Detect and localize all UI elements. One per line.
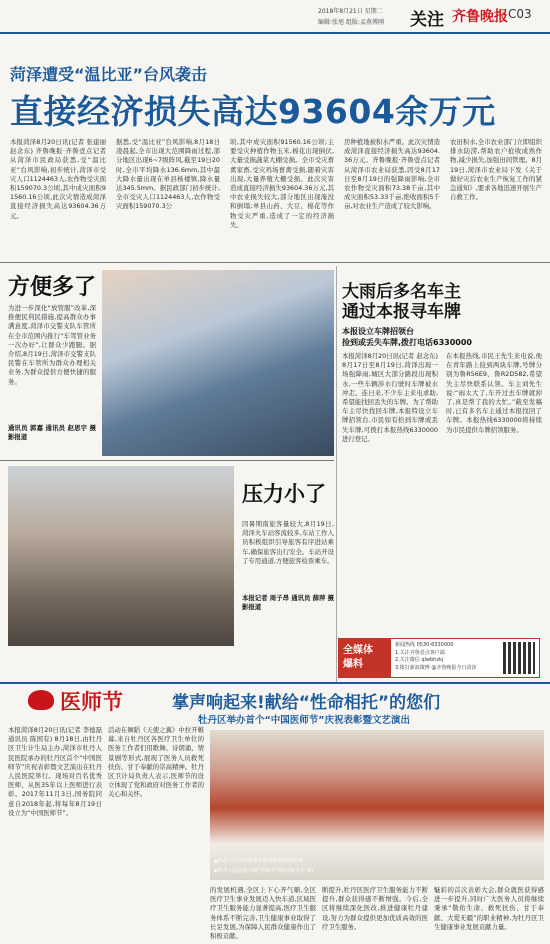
news-hotline-box — [338, 638, 540, 678]
plate-story-sub-1: 本报设立车牌招领台 — [342, 327, 414, 336]
section-title: 关注 — [410, 10, 444, 30]
railway-station-photo — [8, 466, 234, 646]
plate-story-column-1: 本报菏泽8月20日讯(记者 赵念东) 8月17日至8月19日,菏泽出现一场强降雨,城区大部分路段出现积水,一些车辆涉水行驶时车牌被水冲走。连日来,不少车主来电求助,希望能找回丢失的车牌。为了帮助车主尽快找回车牌,本报特设立车牌招领台,市民如有拾到车牌或丢失车牌,可拨打本报热线6330000进行登记。 — [342, 352, 438, 443]
doctors-day-stage-photo — [210, 730, 544, 880]
page-number: C03 — [508, 7, 532, 21]
plate-story-title-1: 大雨后多名车主 — [342, 282, 461, 302]
story-credit-convenient: 通讯员 郭嘉 通讯员 赵思宇 摄影报道 — [8, 424, 96, 442]
lead-column-2: 据悉,受“温比亚”台风影响,8月18日凌晨起,全市出现大范围降雨过程,部分地区出现6~7级阵风,截至19日20时,全市平均降水136.6mm,其中最大降水量出现在单县杨楼镇,降水量达345.5mm。据民政部门初步统计,全市受灾人口1124463人,农作物受灾面积159070.3公 — [116, 138, 220, 211]
hotline-label: 全媒体 爆料 — [339, 639, 391, 677]
divider — [0, 262, 550, 263]
lead-kicker: 菏泽遭受“温比亚”台风袭击 — [10, 65, 208, 84]
story-credit-relief: 本报记者 周子昂 通讯员 薛萍 摄影报道 — [242, 594, 334, 612]
photo-caption-1: ▲牡丹人民医院党委表彰先进和优秀医师 — [214, 858, 303, 864]
story-title-relief: 压力小了 — [242, 482, 326, 506]
doctors-day-subtitle: 牡丹区举办首个“中国医师节”庆祝表彰暨文艺演出 — [198, 715, 410, 726]
lead-column-5: 农田积水,全市农业部门立即组织排水防涝,帮助农户抢收成熟作物,减少损失,加强田间管理。8月19日,菏泽市农业局下发《关于做好灾后农业生产恢复工作的紧急通知》,要求各地迅速开展生产自救工作。 — [450, 138, 542, 202]
lead-headline: 直接经济损失高达93604余万元 — [10, 92, 496, 131]
lead-column-4: 房种植地被积水严重。此次灾情造成菏泽直接经济损失高达93604.36万元。齐鲁晚报·齐鲁壹点记者从菏泽市农业局获悉,因受8月17日至8月19日的强降雨影响,全市农作物受灾面积73.38千亩,其中成灾面积53.33千亩,绝收面积5千亩,对农业生产造成了较大影响。 — [344, 138, 440, 211]
masthead — [0, 0, 550, 34]
plate-story-title-2: 通过本报寻车牌 — [342, 302, 461, 322]
story-title-convenient: 方便多了 — [8, 275, 97, 300]
divider — [0, 460, 334, 461]
divider — [336, 266, 337, 682]
hotline-details: 新闻热线 0530-6330000 1.关注齐鲁壹点客户端 2.关注微信 qlwbhzkj 3.拨打新浪微博 @齐鲁晚报今日菏泽 — [395, 642, 477, 671]
stethoscope-icon — [28, 690, 54, 710]
plate-story-column-2: 在本报热线,市民王先生来电说,他在青年路上捡到两块车牌,号牌分别为鲁R56E9、鲁R2D582,希望失主尽快联系认领。车主刘先生说:“雨太大了,车开过去车牌就掉了,真是帮了我的大忙。”截至发稿时,已有多名车主通过本报找回了车牌。本报热线6330000将持续为市民提供车牌招领服务。 — [446, 352, 542, 434]
doctors-day-title: 掌声响起来!献给“性命相托”的您们 — [172, 693, 441, 713]
doctors-day-column-1: 本报菏泽8月20日讯(记者 李德磊 通讯员 陈国有) 8月18日,由牡丹区卫生计生局主办,菏泽市牡丹人民医院承办的牡丹区首个“中国医师节”庆祝表彰暨文艺演出在牡丹人民医院举行。现场对百名优秀医师、从医35年以上医师进行表彰。2017年11月3日,国务院同意自2018年起,将每年8月19日设立为“中国医师节”。 — [8, 726, 102, 817]
doctors-day-column-2: 活动在舞蹈《天使之翼》中拉开帷幕,来自牡丹区各医疗卫生单位的医务工作者们用歌舞、诗朗诵、情景剧等形式,展现了医务人员救死扶伤、甘于奉献的崇高精神。牡丹区卫计局负责人表示,医师节的设立体现了党和政府对医务工作者的关心和关怀。 — [108, 726, 204, 799]
doctors-day-column-4: 断提升,牡丹区医疗卫生服务能力不断提升,群众获得感不断增强。今后,全区将继续深化医改,推进健康牡丹建设,努力为群众提供更加优质高效的医疗卫生服务。 — [322, 886, 428, 931]
lead-column-3: 顷,其中成灾面积91560.16公顷;主要受灾种植作物玉米,棉花出现倒伏,大量受损蔬菜大棚受损。全市受灾畜禽家畜,受灾鸡场畜禽受损,随着灾害出现,大量养殖大棚受损。此次灾害造成直接经济损失93604.36万元,其中农业损失较大,部分地区出现淹没和倒塌;单县山药、大豆、棉花等作物受灾严重,造成了一定的经济损失。 — [230, 138, 334, 229]
lead-column-1: 本报菏泽8月20日讯(记者 张建丽 赵念东) 齐鲁晚报·齐鲁壹点记者从菏泽市民政局获悉,受“温比亚”台风影响,初步统计,菏泽市受灾人口1124463人,农作物受灾面积159070.3公顷,其中成灾面积91560.16公顷,此次灾情造成菏泽直接经济损失高达93604.36万元。 — [10, 138, 106, 220]
divider — [0, 682, 550, 684]
qr-code — [503, 642, 535, 674]
story-body-relief: 因暑期南旅客量较大,8月19日,菏泽火车站客流较多,车站工作人员积极组织引导旅客有序进站乘车,确保旅客出行安全。车站开设了专用通道,方便旅客检票乘车。 — [242, 520, 334, 565]
editor-credits: 编辑:张旭 组版:孟燕博刚 — [318, 19, 384, 26]
newspaper-logo: 齐鲁晚报 — [452, 9, 508, 25]
story-body-convenient: 为进一步深化“放管服”改革,深推便民利民措施,提高群众办事满意度,菏泽市交警支队车管所在全市范围内推行“车驾管业务一次办好”,让群众少跑腿。据介绍,8月19日,菏泽市交警支队民警在车管所为群众办理相关业务,为群众提供方便快捷的服务。 — [8, 304, 96, 386]
traffic-police-photo — [102, 270, 334, 456]
issue-date: 2018年8月21日 星期二 — [318, 8, 383, 15]
doctors-day-logo: 医师节 — [8, 686, 168, 714]
photo-caption-2: ▶牡丹人民医院开展“医师节”演出(张文杰 摄) — [214, 868, 314, 874]
doctors-day-column-5: 魅彩的首次表彰大会,群众就医获得感进一步提升,同时广大医务人员将继续秉承“敬佑生命、救死扶伤、甘于奉献、大爱无疆”的职业精神,为牡丹区卫生健康事业发展贡献力量。 — [434, 886, 544, 931]
doctors-day-column-3: 的发展机遇,全区上下心齐气顺,全区医疗卫生事业发展迈入快车道,区域医疗卫生服务能力显著提高,医疗卫生服务体系不断完善,卫生健康事业取得了长足发展,为保障人民群众健康作出了积极贡献。 — [210, 886, 316, 940]
plate-story-sub-2: 捡到或丢失车牌,拨打电话6330000 — [342, 338, 473, 347]
